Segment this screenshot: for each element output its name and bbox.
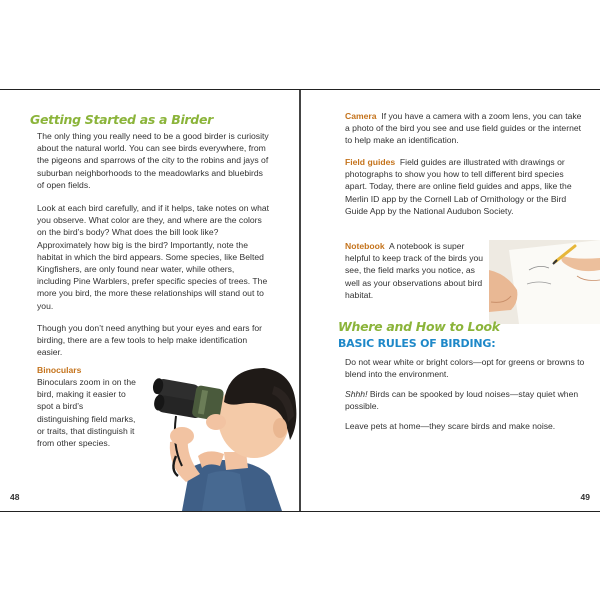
left-page	[0, 90, 299, 511]
rules-heading: BASIC RULES OF BIRDING:	[338, 337, 496, 350]
section-title-where-how: Where and How to Look	[338, 319, 500, 334]
rule-colors: Do not wear white or bright colors—opt for greens or browns to blend into the environment.	[345, 357, 585, 380]
notebook-term: Notebook	[345, 241, 385, 251]
camera-text: If you have a camera with a zoom lens, you can take a photo of the bird you see and use field guides or the internet to help make an identification.	[345, 111, 582, 146]
page-number-left: 48	[10, 492, 20, 502]
right-page	[301, 90, 600, 511]
field-guides-text: Field guides are illustrated with drawings or photographs to show you how to tell different bird species apart. Today, there are online field guides and apps, like the Merlin ID app by the Cornell Lab of Ornithology or the Bird Guide App by the National Audubon Society.	[345, 157, 572, 216]
paragraph-observe: Look at each bird carefully, and if it helps, take notes on what you observe. What color are they, and where are the colors on the bird’s body? What does the bill look like? Approximately how big is the bird? Importantly, note the habitat in which the bird appears. Some species, like Belted Kingfishers, are only found near water, while others, including Pine Warblers, prefer specific species of trees. The more you bird, the more these relationships will stand out to you.	[37, 203, 270, 311]
camera-paragraph	[345, 110, 585, 147]
paragraph-tools: Though you don’t need anything but your eyes and ears for birding, there are a few tools to help make identification easier.	[37, 323, 263, 358]
notebook-paragraph	[345, 240, 487, 301]
boy-with-binoculars-photo	[142, 356, 299, 511]
rule-pets: Leave pets at home—they scare birds and make noise.	[345, 421, 556, 431]
book-spread	[0, 89, 600, 512]
notebook-text: A notebook is super helpful to keep track of the birds you see, the field marks you notice, as well as your observations about bird habitat.	[345, 241, 484, 300]
rule-quiet-emphasis: Shhh!	[345, 389, 368, 399]
rule-quiet-text: Birds can be spooked by loud noises—stay quiet when possible.	[345, 389, 579, 412]
field-guides-term: Field guides	[345, 157, 396, 167]
field-guides-paragraph	[345, 156, 585, 217]
page-number-right: 49	[580, 492, 590, 502]
rule-quiet	[345, 388, 585, 412]
camera-term: Camera	[345, 111, 377, 121]
binoculars-text: Binoculars zoom in on the bird, making it easier to spot a bird’s distinguishing field marks, or traits, that distinguish it from other species.	[37, 377, 136, 449]
binoculars-term: Binoculars	[37, 365, 82, 375]
section-title-getting-started: Getting Started as a Birder	[30, 112, 213, 127]
notebook-drawing-photo	[489, 240, 600, 324]
paragraph-curiosity: The only thing you really need to be a good birder is curiosity about the natural world. You can see birds everywhere, from the pigeons and sparrows of the city to the robins and jays of suburban neighborhoods to the meadowlarks and bluebirds of open fields.	[37, 131, 269, 190]
